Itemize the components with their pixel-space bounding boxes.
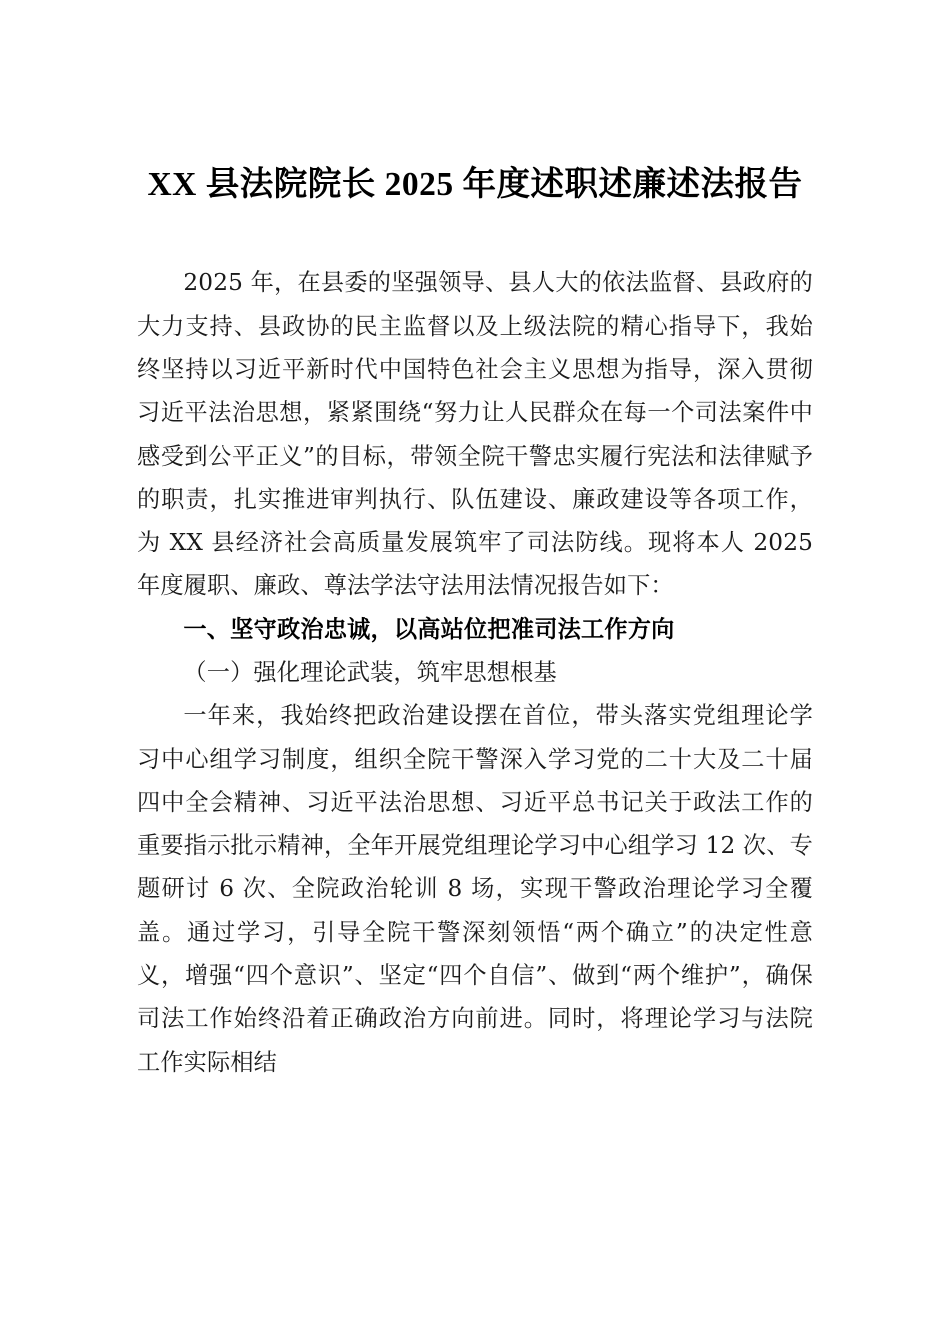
subsection-heading-1-1: （一）强化理论武装，筑牢思想根基 [183,658,557,686]
paragraph-intro: 2025 年，在县委的坚强领导、县人大的依法监督、县政府的大力支持、县政协的民主监督以及上级法院的精心指导下，我始终坚持以习近平新时代中国特色社会主义思想为指导，深入贯彻习近平法治思想，紧紧围绕“努力让人民群众在每一个司法案件中感受到公平正义”的目标，带领全院干警忠实履行宪法和法律赋予的职责，扎实推进审判执行、队伍建设、廉政建设等各项工作，为 XX 县经济社会高质量发展筑牢了司法防线。现将本人 2025 年度履职、廉政、尊法学法守法用法情况报告如下： [137,269,813,600]
section-heading-1: 一、坚守政治忠诚，以高站位把准司法工作方向 [183,615,675,642]
document-content [137,0,813,1084]
paragraph-theory-study: 一年来，我始终把政治建设摆在首位，带头落实党组理论学习中心组学习制度，组织全院干警深入学习党的二十大及二十届四中全会精神、习近平法治思想、习近平总书记关于政法工作的重要指示批示精神，全年开展党组理论学习中心组学习 12 次、专题研讨 6 次、全院政治轮训 8 场，实现干警政治理论学习全覆盖。通过学习，引导全院干警深刻领悟“两个确立”的决定性意义，增强“四个意识”、坚定“四个自信”、做到“两个维护”，确保司法工作始终沿着正确政治方向前进。同时，将理论学习与法院工作实际相结 [137,702,813,1076]
page-title: XX 县法院院长 2025 年度述职述廉述法报告 [147,166,803,203]
